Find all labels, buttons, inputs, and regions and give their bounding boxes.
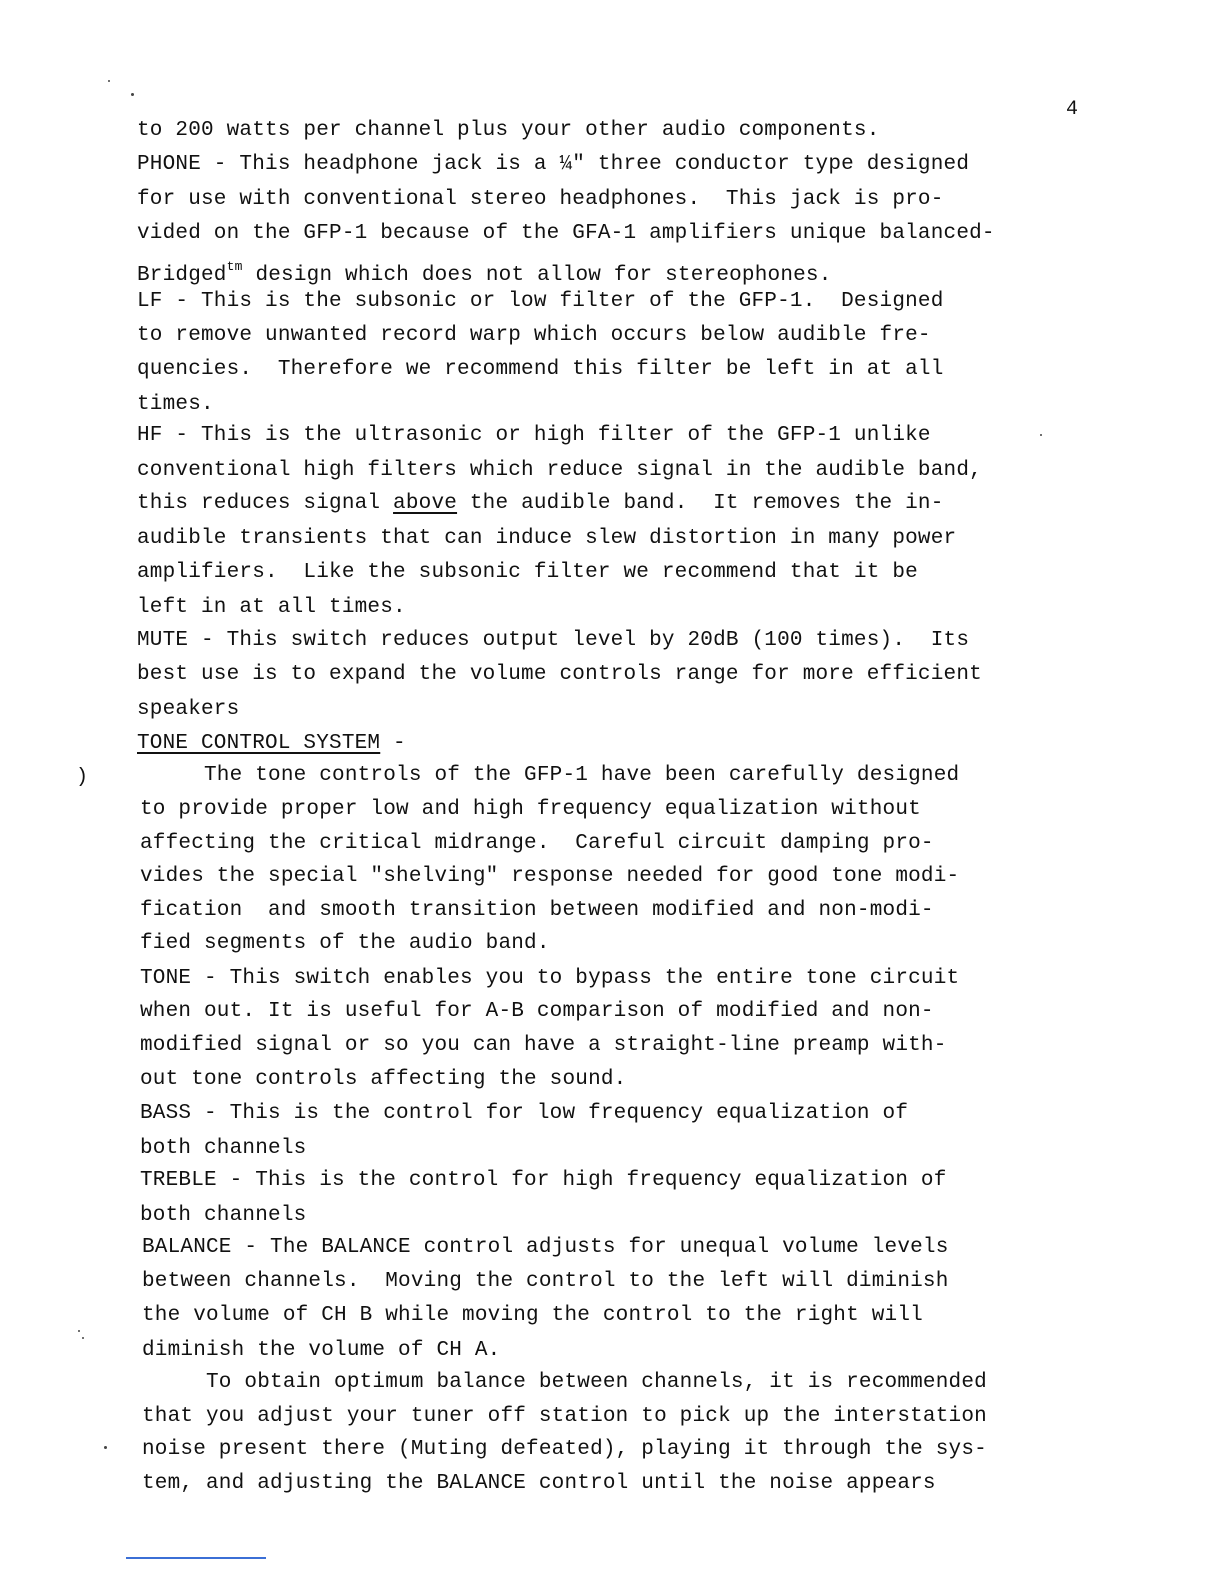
text-line: vided on the GFP-1 because of the GFA-1 amplifiers unique balanced- xyxy=(137,222,995,245)
text-span: the audible band. It removes the in- xyxy=(457,492,944,515)
footnote-rule xyxy=(126,1557,266,1559)
section-heading xyxy=(137,731,406,757)
text-line: speakers xyxy=(137,698,240,721)
text-line: both channels xyxy=(140,1204,307,1227)
text-line: fied segments of the audio band. xyxy=(140,932,550,955)
scan-speck xyxy=(108,80,110,82)
text-line: when out. It is useful for A-B comparison of modified and non- xyxy=(140,1000,934,1023)
text-line: conventional high filters which reduce signal in the audible band, xyxy=(137,459,982,482)
text-span: - xyxy=(380,732,406,755)
text-line: LF - This is the subsonic or low filter of the GFP-1. Designed xyxy=(137,290,944,313)
text-line: tem, and adjusting the BALANCE control until the noise appears xyxy=(142,1472,936,1495)
text-line: fication and smooth transition between modified and non-modi- xyxy=(140,899,934,922)
text-line: TONE - This switch enables you to bypass the entire tone circuit xyxy=(140,967,960,990)
text-line: the volume of CH B while moving the control to the right will xyxy=(142,1304,923,1327)
text-line: HF - This is the ultrasonic or high filter of the GFP-1 unlike xyxy=(137,424,931,447)
text-line: BASS - This is the control for low frequency equalization of xyxy=(140,1102,909,1125)
text-line xyxy=(137,254,832,289)
scan-speck xyxy=(131,93,134,96)
section-heading-text: TONE CONTROL SYSTEM xyxy=(137,732,381,755)
text-line: best use is to expand the volume controls range for more efficient xyxy=(137,663,982,686)
text-line: quencies. Therefore we recommend this filter be left in at all xyxy=(137,358,944,381)
scan-speck xyxy=(1040,434,1042,436)
text-line: between channels. Moving the control to the left will diminish xyxy=(142,1270,949,1293)
text-line: that you adjust your tuner off station to pick up the interstation xyxy=(142,1405,987,1428)
text-line: left in at all times. xyxy=(137,596,406,619)
text-line: for use with conventional stereo headphones. This jack is pro- xyxy=(137,188,944,211)
text-line: modified signal or so you can have a straight-line preamp with- xyxy=(140,1034,947,1057)
text-line: to 200 watts per channel plus your other audio components. xyxy=(137,119,880,142)
text-line: diminish the volume of CH A. xyxy=(142,1339,501,1362)
underlined-word: above xyxy=(393,492,458,515)
text-line: both channels xyxy=(140,1137,307,1160)
text-line: to remove unwanted record warp which occurs below audible fre- xyxy=(137,324,931,347)
text-line: BALANCE - The BALANCE control adjusts for unequal volume levels xyxy=(142,1236,949,1259)
text-line: TREBLE - This is the control for high frequency equalization of xyxy=(140,1169,947,1192)
text-span: this reduces signal xyxy=(137,492,394,515)
scan-speck xyxy=(78,1330,80,1332)
text-line: To obtain optimum balance between channels, it is recommended xyxy=(142,1371,987,1394)
text-line xyxy=(137,491,944,517)
text-line: audible transients that can induce slew distortion in many power xyxy=(137,527,957,550)
scan-speck xyxy=(82,1337,84,1339)
page-number: 4 xyxy=(1066,98,1079,121)
scan-speck xyxy=(104,1446,107,1449)
text-line: MUTE - This switch reduces output level by 20dB (100 times). Its xyxy=(137,629,970,652)
text-line: vides the special "shelving" response needed for good tone modi- xyxy=(140,865,960,888)
trademark-superscript: tm xyxy=(226,259,243,274)
text-line: times. xyxy=(137,393,214,416)
text-line xyxy=(137,152,969,178)
fraction-quarter: ¼ xyxy=(559,153,573,176)
margin-bracket-mark: ) xyxy=(76,766,89,789)
text-span: PHONE - This headphone jack is a xyxy=(137,153,560,176)
text-span: " three conductor type designed xyxy=(572,153,970,176)
text-line: amplifiers. Like the subsonic filter we recommend that it be xyxy=(137,561,918,584)
text-line: The tone controls of the GFP-1 have been carefully designed xyxy=(140,764,960,787)
text-line: out tone controls affecting the sound. xyxy=(140,1068,627,1091)
text-line: to provide proper low and high frequency equalization without xyxy=(140,798,921,821)
text-line: affecting the critical midrange. Careful circuit damping pro- xyxy=(140,832,934,855)
text-span: design which does not allow for stereophones. xyxy=(242,264,832,287)
text-line: noise present there (Muting defeated), playing it through the sys- xyxy=(142,1438,987,1461)
text-span: Bridged xyxy=(137,264,227,287)
